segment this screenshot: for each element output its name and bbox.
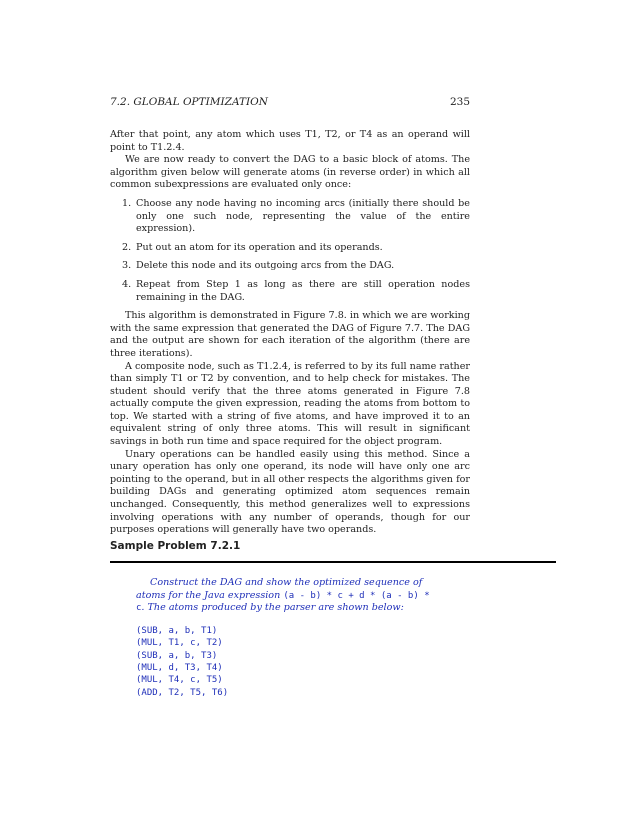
sample-problem <box>110 540 556 699</box>
step-text: Repeat from Step 1 as long as there are still operation nodes remaining in the DAG. <box>136 278 470 303</box>
list-item <box>110 242 470 255</box>
paragraph-4: A composite node, such as T1.2.4, is referred to by its full name rather than simply T1 or T2 by convention, and to help check for mistakes. The student should verify that the three atoms generated in Figure 7.8 actually compute the given expression, reading the atoms from bottom to top. We started with a string of five atoms, and have improved it to an equivalent string of only three atoms. This will result in significant savings in both run time and space required for the object program. <box>110 360 470 448</box>
step-text: Put out an atom for its operation and its operands. <box>136 241 383 253</box>
atom-line: (MUL, d, T3, T4) <box>136 663 223 673</box>
list-item <box>110 260 470 273</box>
divider <box>110 561 556 563</box>
atom-line: (MUL, T1, c, T2) <box>136 638 223 649</box>
paragraph-3: This algorithm is demonstrated in Figure 7.8. in which we are working with the same expression that generated the DAG of Figure 7.7. The DAG and the output are shown for each iteration of the algorithm (there are three iterations). <box>110 310 470 359</box>
step-number: 3. <box>122 260 132 272</box>
step-text: Choose any node having no incoming arcs (initially there should be only one such node, representing the value of the entire expression). <box>136 197 470 235</box>
paragraph-2: We are now ready to convert the DAG to a basic block of atoms. The algorithm given below will generate atoms (in reverse order) in which all common subexpressions are evaluated only once: <box>110 154 470 191</box>
problem-intro-after: . The atoms produced by the parser are shown below: <box>141 602 404 614</box>
problem-statement <box>136 577 436 699</box>
atom-line: (SUB, a, b, T3) <box>136 650 218 661</box>
java-expression: (a - b) * c + d * (a - b) * c <box>136 590 430 614</box>
list-item <box>110 198 470 236</box>
running-header <box>110 96 470 109</box>
problem-intro-before: Construct the DAG and show the optimized sequence of atoms for the Java expression <box>136 577 423 601</box>
page-number: 235 <box>449 96 470 108</box>
page-body <box>110 96 470 537</box>
sample-problem-title: Sample Problem 7.2.1 <box>110 540 241 552</box>
atom-list <box>136 625 436 699</box>
paragraph-5: Unary operations can be handled easily using this method. Since a unary operation has only one operand, its node will have only one arc pointing to the operand, but in all other respects the algorithms given for building DAGs and generating optimized atom sequences remain unchanged. Consequently, this method generalizes well to expressions involving operations with any number of operands, though for our purposes operations will generally have two operands. <box>110 448 470 536</box>
algorithm-steps <box>110 198 470 304</box>
step-number: 4. <box>122 278 132 290</box>
problem-intro <box>136 577 436 615</box>
paragraph-1: After that point, any atom which uses T1, T2, or T4 as an operand will point to T1.2.4. <box>110 129 470 153</box>
atom-line: (ADD, T2, T5, T6) <box>136 687 229 698</box>
step-text: Delete this node and its outgoing arcs from the DAG. <box>136 260 395 272</box>
step-number: 1. <box>122 197 132 209</box>
atom-line: (MUL, T4, c, T5) <box>136 675 223 686</box>
list-item <box>110 279 470 304</box>
atom-line: (SUB, a, b, T1) <box>136 625 218 636</box>
step-number: 2. <box>122 241 132 253</box>
chapter-heading: 7.2. GLOBAL OPTIMIZATION <box>110 96 268 108</box>
